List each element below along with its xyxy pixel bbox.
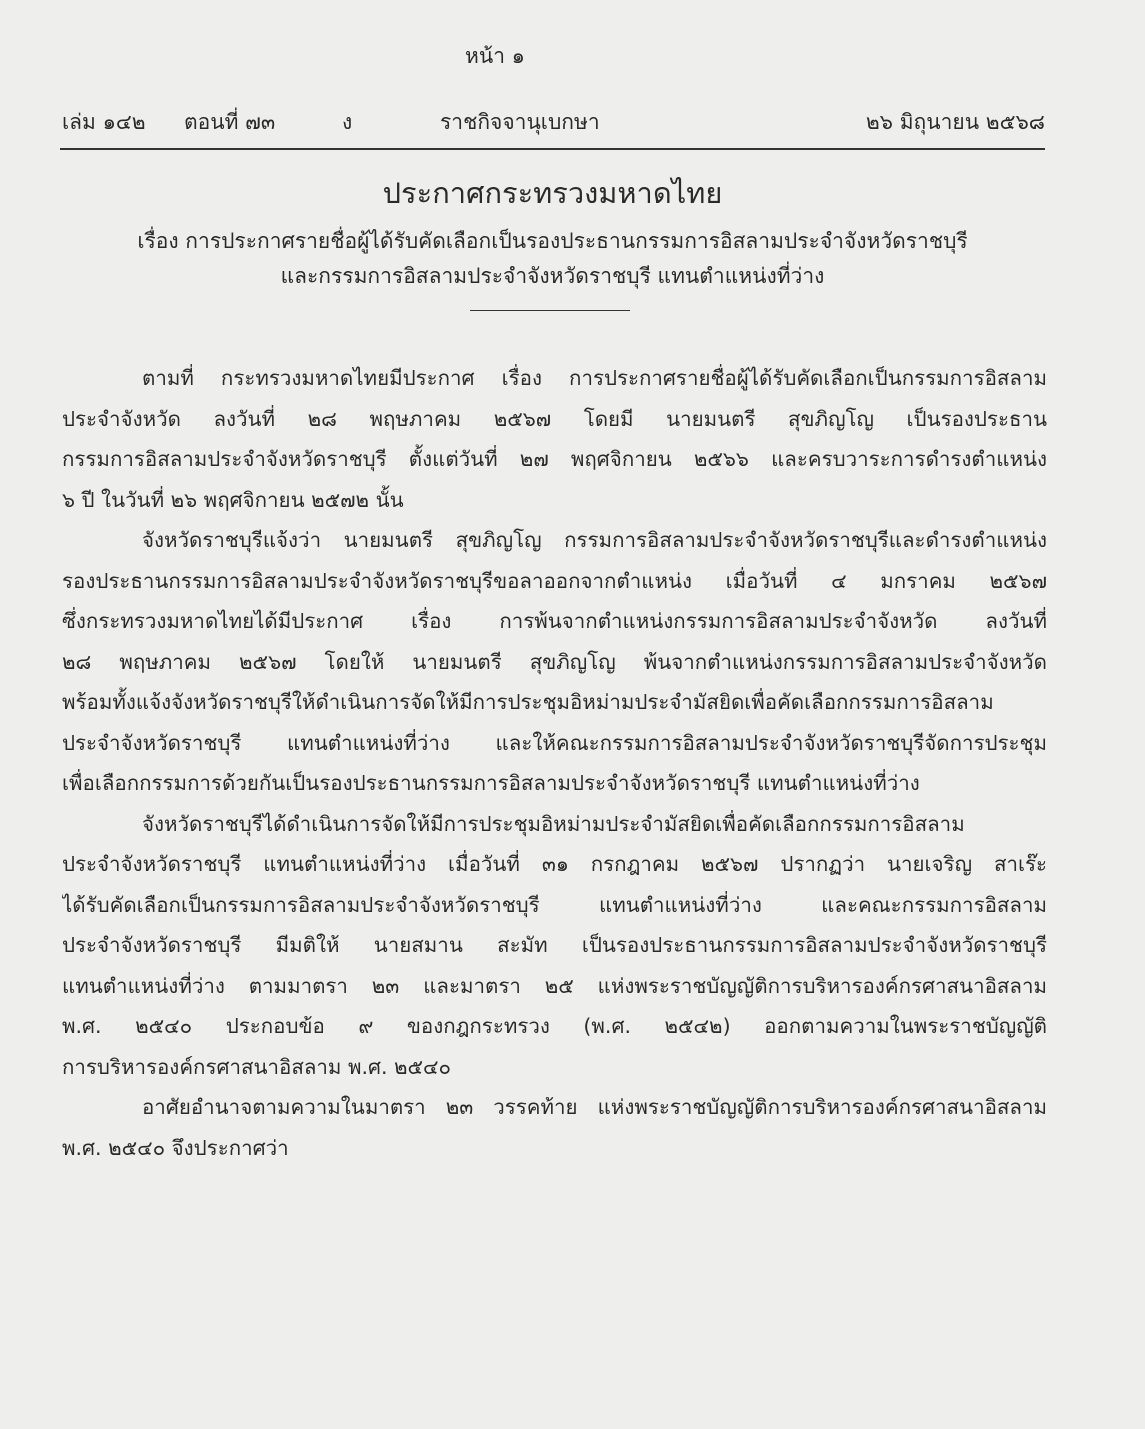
paragraph-line: พร้อมทั้งแจ้งจังหวัดราชบุรีให้ดำเนินการจัดให้มีการประชุมอิหม่ามประจำมัสยิดเพื่อคัดเลือกกรรมการอิสลาม: [62, 690, 994, 714]
document-body: [62, 358, 1047, 1168]
paragraph-line: จังหวัดราชบุรีได้ดำเนินการจัดให้มีการประชุมอิหม่ามประจำมัสยิดเพื่อคัดเลือกกรรมการอิสลาม: [142, 811, 965, 836]
header-divider: [60, 148, 1045, 150]
paragraph-line: ประจำจังหวัดราชบุรี แทนตำแหน่งที่ว่าง และให้คณะกรรมการอิสลามประจำจังหวัดราชบุรีจัดการประชุม: [62, 730, 1047, 755]
paragraph-line: เพื่อเลือกกรรมการด้วยกันเป็นรองประธานกรรมการอิสลามประจำจังหวัดราชบุรี แทนตำแหน่งที่ว่าง: [62, 771, 920, 795]
title-divider: [470, 310, 630, 311]
document-title: ประกาศกระทรวงมหาดไทย: [382, 176, 723, 210]
subject-line-2: และกรรมการอิสลามประจำจังหวัดราชบุรี แทนตำแหน่งที่ว่าง: [280, 264, 825, 288]
issue: ตอนที่ ๗๓: [184, 110, 276, 134]
paragraph-line: ประจำจังหวัดราชบุรี แทนตำแหน่งที่ว่าง เมื่อวันที่ ๓๑ กรกฎาคม ๒๕๖๗ ปรากฏว่า นายเจริญ สาเร๊ะ: [62, 852, 1047, 876]
paragraph-line: ประจำจังหวัด ลงวันที่ ๒๘ พฤษภาคม ๒๕๖๗ โดยมี นายมนตรี สุขภิญโญ เป็นรองประธาน: [62, 406, 1047, 431]
paragraph-line: ๖ ปี ในวันที่ ๒๖ พฤศจิกายน ๒๕๗๒ นั้น: [62, 487, 404, 512]
paragraph-line: จังหวัดราชบุรีแจ้งว่า นายมนตรี สุขภิญโญ กรรมการอิสลามประจำจังหวัดราชบุรีและดำรงตำแหน่ง: [142, 528, 1047, 552]
publication-name: ราชกิจจานุเบกษา: [440, 110, 600, 134]
subject-line-1: เรื่อง การประกาศรายชื่อผู้ได้รับคัดเลือกเป็นรองประธานกรรมการอิสลามประจำจังหวัดราชบุรี: [137, 229, 968, 253]
paragraph-line: แทนตำแหน่งที่ว่าง ตามมาตรา ๒๓ และมาตรา ๒๕ แห่งพระราชบัญญัติการบริหารองค์กรศาสนาอิสลาม: [62, 973, 1047, 998]
paragraph-line: การบริหารองค์กรศาสนาอิสลาม พ.ศ. ๒๕๔๐: [62, 1054, 452, 1079]
paragraph-line: ประจำจังหวัดราชบุรี มีมติให้ นายสมาน สะมัท เป็นรองประธานกรรมการอิสลามประจำจังหวัดราชบุรี: [62, 933, 1047, 957]
paragraph-line: ได้รับคัดเลือกเป็นกรรมการอิสลามประจำจังหวัดราชบุรี แทนตำแหน่งที่ว่าง และคณะกรรมการอิสลาม: [62, 892, 1047, 917]
paragraph-line: พ.ศ. ๒๕๔๐ ประกอบข้อ ๙ ของกฎกระทรวง (พ.ศ. ๒๕๔๒) ออกตามความในพระราชบัญญัติ: [62, 1014, 1047, 1038]
publication-date: ๒๖ มิถุนายน ๒๕๖๘: [865, 110, 1045, 134]
paragraph-line: อาศัยอำนาจตามความในมาตรา ๒๓ วรรคท้าย แห่งพระราชบัญญัติการบริหารองค์กรศาสนาอิสลาม: [142, 1095, 1047, 1119]
paragraph-line: ตามที่ กระทรวงมหาดไทยมีประกาศ เรื่อง การประกาศรายชื่อผู้ได้รับคัดเลือกเป็นกรรมการอิสลาม: [142, 366, 1047, 390]
paragraph-line: พ.ศ. ๒๕๔๐ จึงประกาศว่า: [62, 1135, 289, 1160]
paragraph-line: ซึ่งกระทรวงมหาดไทยได้มีประกาศ เรื่อง การพ้นจากตำแหน่งกรรมการอิสลามประจำจังหวัด ลงวันที่: [62, 609, 1047, 633]
gazette-header: [62, 106, 1045, 136]
paragraph: [62, 358, 1047, 520]
paragraph-line: กรรมการอิสลามประจำจังหวัดราชบุรี ตั้งแต่วันที่ ๒๗ พฤศจิกายน ๒๕๖๖ และครบวาระการดำรงตำแหน่ง: [62, 447, 1047, 471]
section: ง: [342, 110, 353, 134]
volume: เล่ม ๑๔๒: [62, 110, 146, 134]
paragraph: [62, 1087, 1047, 1168]
page-number: หน้า ๑: [465, 44, 525, 68]
paragraph: [62, 804, 1047, 1088]
paragraph-line: ๒๘ พฤษภาคม ๒๕๖๗ โดยให้ นายมนตรี สุขภิญโญ พ้นจากตำแหน่งกรรมการอิสลามประจำจังหวัด: [62, 649, 1047, 674]
paragraph-line: รองประธานกรรมการอิสลามประจำจังหวัดราชบุรีขอลาออกจากตำแหน่ง เมื่อวันที่ ๔ มกราคม ๒๕๖๗: [62, 568, 1047, 593]
paragraph: [62, 520, 1047, 804]
